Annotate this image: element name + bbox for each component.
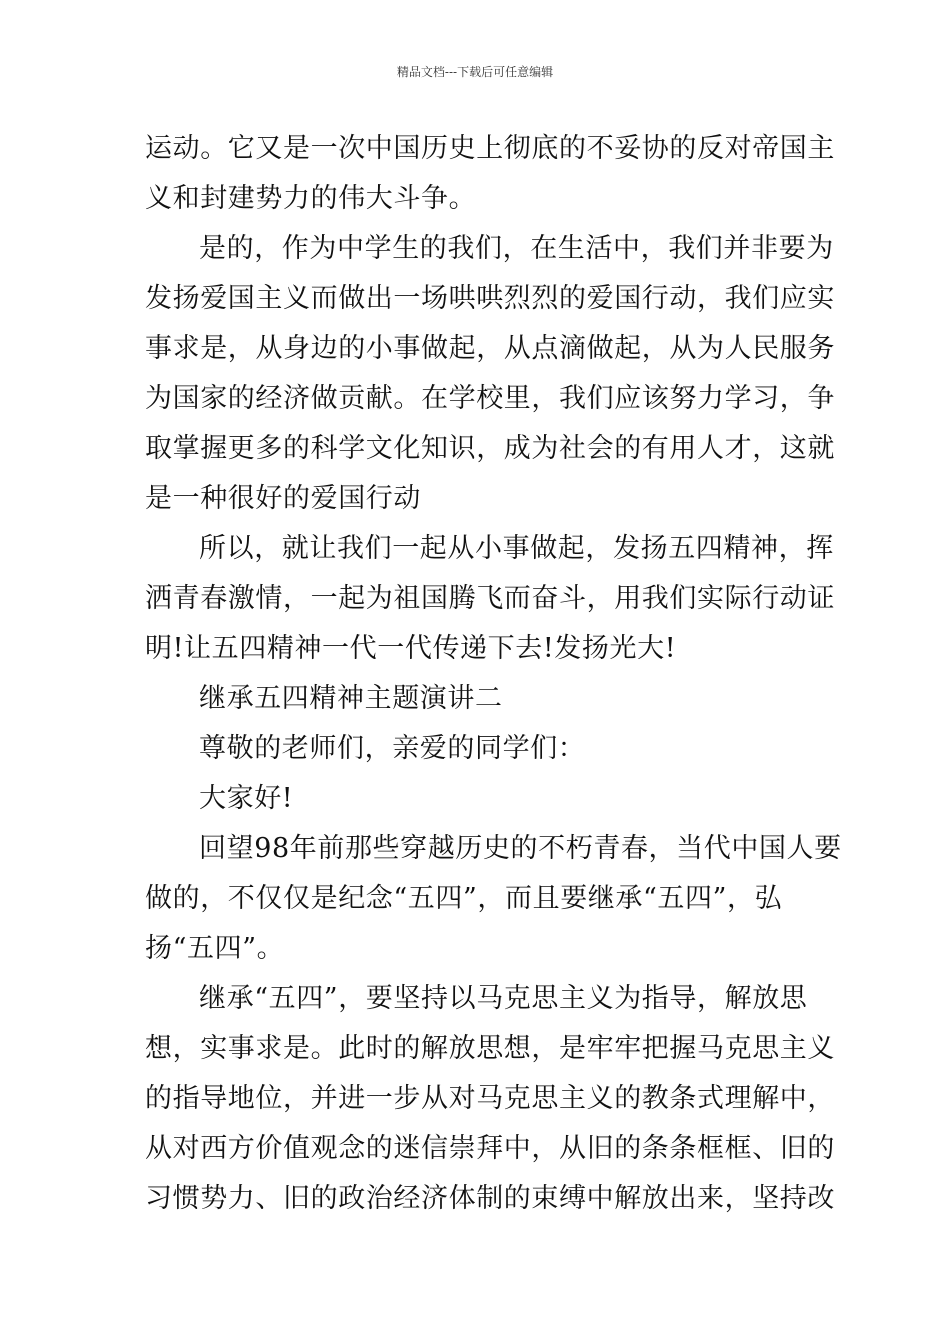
text-line: 做的，不仅仅是纪念“五四”，而且要继承“五四”，弘 bbox=[145, 883, 783, 914]
text-line: 从对西方价值观念的迷信崇拜中，从旧的条条框框、旧的 bbox=[145, 1133, 835, 1164]
salutation: 尊敬的老师们，亲爱的同学们： bbox=[199, 733, 586, 764]
text-line: 是一种很好的爱国行动 bbox=[145, 483, 421, 514]
text-line: 习惯势力、旧的政治经济体制的束缚中解放出来，坚持改 bbox=[145, 1183, 835, 1214]
paragraph-start-line: 继承“五四”，要坚持以马克思主义为指导，解放思 bbox=[199, 983, 808, 1014]
text-line: 洒青春激情，一起为祖国腾飞而奋斗，用我们实际行动证 bbox=[145, 583, 835, 614]
speech-title: 继承五四精神主题演讲二 bbox=[199, 683, 503, 714]
text-line: 为国家的经济做贡献。在学校里，我们应该努力学习，争 bbox=[145, 383, 835, 414]
paragraph-start-line: 所以，就让我们一起从小事做起，发扬五四精神，挥 bbox=[199, 533, 834, 564]
greeting: 大家好! bbox=[199, 783, 294, 814]
text-line: 事求是，从身边的小事做起，从点滴做起，从为人民服务 bbox=[145, 333, 835, 364]
page-header: 精品文档---下载后可任意编辑 bbox=[396, 65, 554, 79]
text-line: 运动。它又是一次中国历史上彻底的不妥协的反对帝国主 bbox=[145, 133, 835, 164]
text-line: 扬“五四”。 bbox=[145, 933, 285, 964]
text-line: 取掌握更多的科学文化知识，成为社会的有用人才，这就 bbox=[145, 433, 835, 464]
text-line: 发扬爱国主义而做出一场哄哄烈烈的爱国行动，我们应实 bbox=[145, 283, 835, 314]
document-body bbox=[145, 124, 842, 1224]
text-line: 义和封建势力的伟大斗争。 bbox=[145, 183, 477, 214]
paragraph-start-line: 是的，作为中学生的我们，在生活中，我们并非要为 bbox=[199, 233, 834, 264]
paragraph-start-line: 回望98年前那些穿越历史的不朽青春，当代中国人要 bbox=[199, 833, 842, 864]
text-line: 明!让五四精神一代一代传递下去!发扬光大! bbox=[145, 633, 677, 664]
text-line: 想，实事求是。此时的解放思想，是牢牢把握马克思主义 bbox=[145, 1033, 835, 1064]
text-line: 的指导地位，并进一步从对马克思主义的教条式理解中， bbox=[145, 1083, 835, 1114]
